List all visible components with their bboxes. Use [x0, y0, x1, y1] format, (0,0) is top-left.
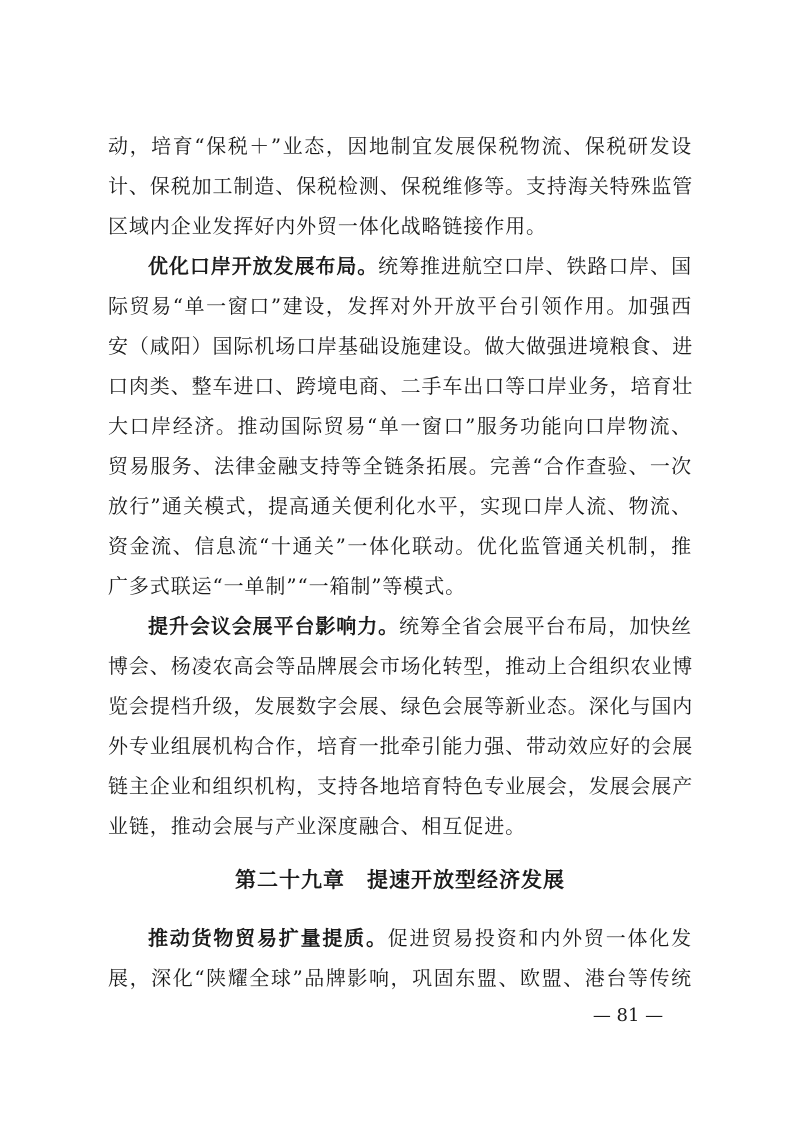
paragraph-lead-heading: 提升会议会展平台影响力。	[148, 614, 400, 638]
paragraph-line: 区域内企业发挥好内外贸一体化战略链接作用。	[108, 214, 547, 238]
paragraph-line: 展，深化“陕耀全球”品牌影响，巩固东盟、欧盟、港台等传统	[108, 966, 692, 990]
paragraph-line: 放行”通关模式，提高通关便利化水平，实现口岸人流、物流、	[108, 494, 692, 518]
paragraph-line: 广多式联运“一单制”“一箱制”等模式。	[108, 574, 466, 598]
paragraph-first-line	[148, 918, 692, 958]
paragraph-line: 外专业组展机构合作，培育一批牵引能力强、带动效应好的会展	[108, 734, 694, 758]
paragraph-line: 博会、杨凌农高会等品牌展会市场化转型，推动上合组织农业博	[108, 654, 694, 678]
chapter-heading: 第二十九章 提速开放型经济发展	[235, 868, 565, 892]
paragraph-line: 览会提档升级，发展数字会展、绿色会展等新业态。深化与国内	[108, 694, 694, 718]
paragraph-text: 统筹推进航空口岸、铁路口岸、国	[378, 254, 693, 278]
paragraph-line: 口肉类、整车进口、跨境电商、二手车出口等口岸业务，培育壮	[108, 374, 694, 398]
paragraph-text: 促进贸易投资和内外贸一体化发	[387, 926, 692, 950]
paragraph-first-line	[148, 606, 692, 646]
paragraph-line: 贸易服务、法律金融支持等全链条拓展。完善“合作查验、一次	[108, 454, 692, 478]
paragraph-line: 资金流、信息流“十通关”一体化联动。优化监管通关机制，推	[108, 534, 692, 558]
page-number: — 81 —	[592, 1005, 664, 1026]
paragraph-text: 统筹全省会展平台布局，加快丝	[399, 614, 692, 638]
paragraph-line: 安（咸阳）国际机场口岸基础设施建设。做大做强进境粮食、进	[108, 334, 694, 358]
paragraph-line: 计、保税加工制造、保税检测、保税维修等。支持海关特殊监管	[108, 174, 694, 198]
paragraph-first-line	[148, 246, 692, 286]
paragraph-lead-heading: 优化口岸开放发展布局。	[148, 254, 379, 278]
paragraph-line: 际贸易“单一窗口”建设，发挥对外开放平台引领作用。加强西	[108, 294, 692, 318]
paragraph-line: 链主企业和组织机构，支持各地培育特色专业展会，发展会展产	[108, 774, 694, 798]
paragraph-lead-heading: 推动货物贸易扩量提质。	[148, 926, 388, 950]
paragraph-line: 业链，推动会展与产业深度融合、相互促进。	[108, 814, 526, 838]
paragraph-line: 动，培育“保税＋”业态，因地制宜发展保税物流、保税研发设	[108, 134, 692, 158]
paragraph-line: 大口岸经济。推动国际贸易“单一窗口”服务功能向口岸物流、	[108, 414, 692, 438]
